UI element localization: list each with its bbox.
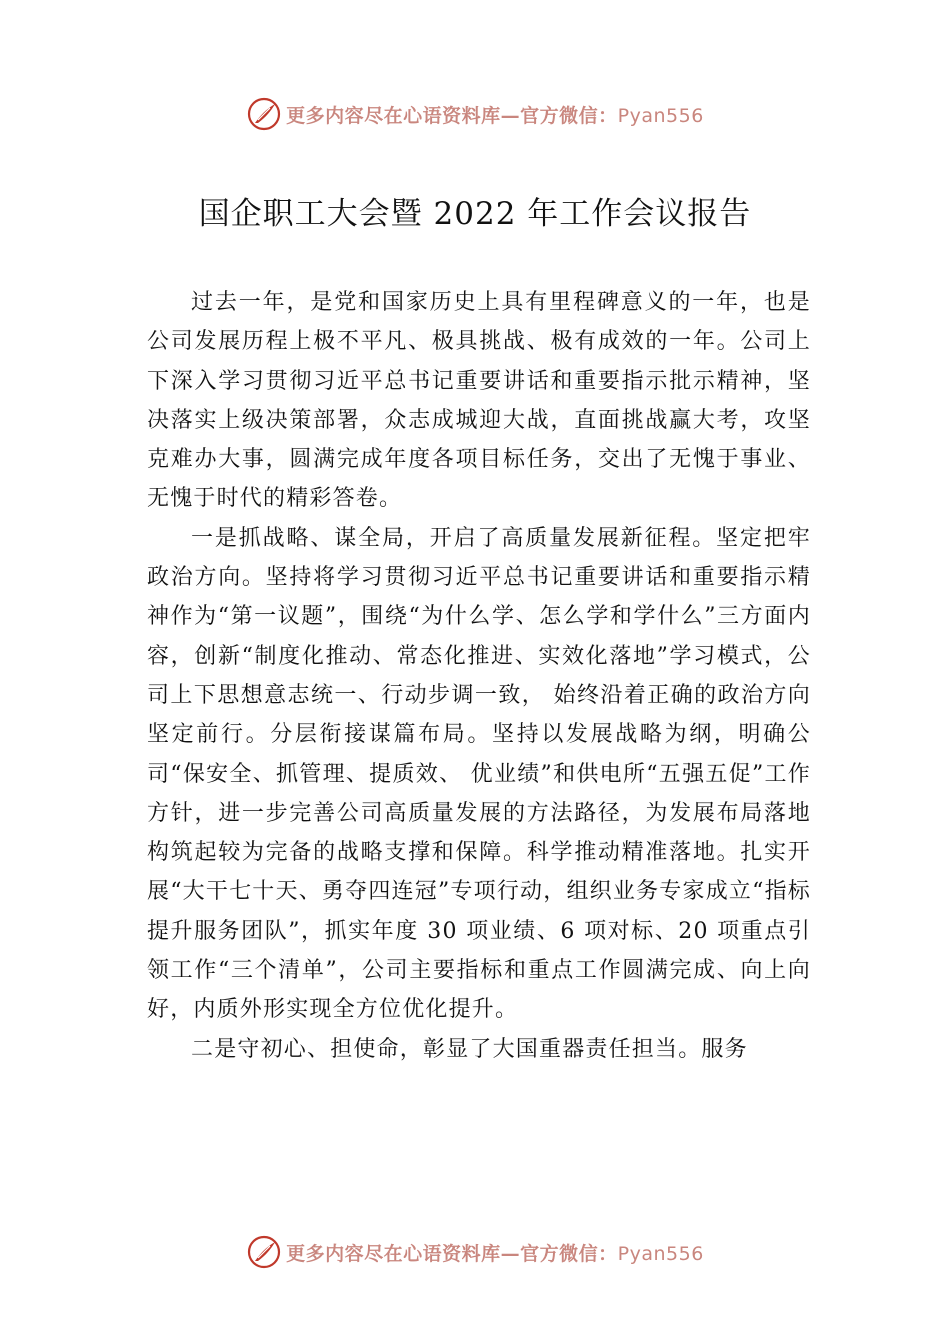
quill-logo-icon <box>246 1234 282 1270</box>
paragraph-1: 过去一年，是党和国家历史上具有里程碑意义的一年，也是公司发展历程上极不平凡、极具挑战、极有成效的一年。公司上下深入学习贯彻习近平总书记重要讲话和重要指示批示精神，坚决落实上级决策部署，众志成城迎大战，直面挑战赢大考，攻坚克难办大事，圆满完成年度各项目标任务，交出了无愧于事业、无愧于时代的精彩答卷。 <box>147 290 811 512</box>
watermark-header <box>0 94 950 134</box>
watermark-label: 更多内容尽在心语资料库—官方微信： <box>286 1242 618 1265</box>
watermark-footer <box>0 1232 950 1272</box>
paragraph-3: 二是守初心、担使命，彰显了大国重器责任担当。服务 <box>191 1036 748 1062</box>
watermark-label: 更多内容尽在心语资料库—官方微信： <box>286 104 618 127</box>
watermark-id: Pyan556 <box>617 1242 704 1265</box>
document-title: 国企职工大会暨 2022 年工作会议报告 <box>198 196 752 232</box>
watermark-text <box>286 101 704 128</box>
watermark-id: Pyan556 <box>617 104 704 127</box>
quill-logo-icon <box>246 96 282 132</box>
paragraph-2: 一是抓战略、谋全局，开启了高质量发展新征程。坚定把牢政治方向。坚持将学习贯彻习近平总书记重要讲话和重要指示精神作为“第一议题”，围绕“为什么学、怎么学和学什么”三方面内容，创新“制度化推动、常态化推进、实效化落地”学习模式，公司上下思想意志统一、行动步调一致， 始终沿着正确的政治方向坚定前行。分层衔接谋篇布局。坚持以发展战略为纲，明确公司“保安全、抓管理、提质效、 优业绩”和供电所“五强五促”工作方针，进一步完善公司高质量发展的方法路径，为发展布局落地构筑起较为完备的战略支撑和保障。科学推动精准落地。扎实开展“大干七十天、勇夺四连冠”专项行动，组织业务专家成立“指标提升服务团队”，抓实年度 30 项业绩、6 项对标、20 项重点引领工作“三个清单”，公司主要指标和重点工作圆满完成、向上向好，内质外形实现全方位优化提升。 <box>147 525 811 1023</box>
document-body <box>147 283 811 1069</box>
watermark-text <box>286 1239 704 1266</box>
